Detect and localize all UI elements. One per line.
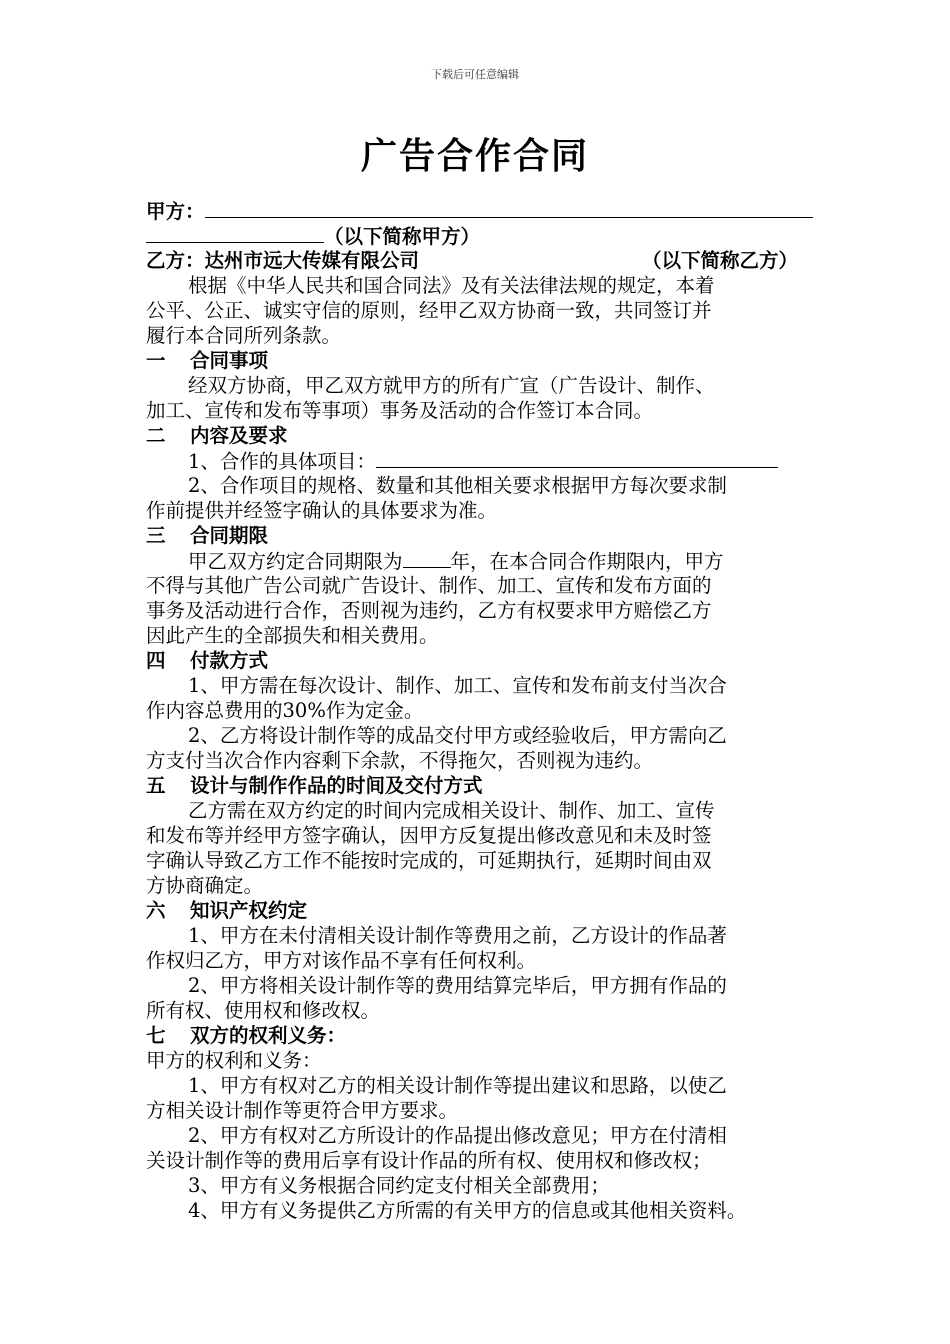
- section-heading: 二 内容及要求: [146, 424, 288, 447]
- party-a-blank-2: [146, 223, 324, 243]
- party-a-suffix: （以下简称甲方）: [324, 225, 481, 248]
- section-text: 加工、宣传和发布等事项）事务及活动的合作签订本合同。: [146, 399, 654, 422]
- section-text: 1、甲方需在每次设计、制作、加工、宣传和发布前支付当次合: [188, 674, 727, 697]
- section-heading: 六 知识产权约定: [146, 899, 308, 922]
- section-heading: 三 合同期限: [146, 524, 269, 547]
- party-b-label: 乙方：达州市远大传媒有限公司: [146, 249, 420, 272]
- preamble-line: 公平、公正、诚实守信的原则，经甲乙双方协商一致，共同签订并: [146, 299, 712, 322]
- section-text: 作权归乙方，甲方对该作品不享有任何权利。: [146, 949, 537, 972]
- term-years-blank: [403, 548, 451, 568]
- project-blank: [376, 448, 778, 468]
- section-text: 所有权、使用权和修改权。: [146, 999, 381, 1022]
- section-text: 作前提供并经签字确认的具体要求为准。: [146, 499, 498, 522]
- section-text: 1、甲方有权对乙方的相关设计制作等提出建议和思路，以使乙: [188, 1074, 727, 1097]
- section-text: 不得与其他广告公司就广告设计、制作、加工、宣传和发布方面的: [146, 574, 712, 597]
- section-text: 因此产生的全部损失和相关费用。: [146, 624, 439, 647]
- section-text: 关设计制作等的费用后享有设计作品的所有权、使用权和修改权；: [146, 1149, 712, 1172]
- page-title: 广告合作合同: [360, 136, 589, 177]
- section-text: 1、甲方在未付清相关设计制作等费用之前，乙方设计的作品著: [188, 924, 727, 947]
- section-heading: 四 付款方式: [146, 649, 269, 672]
- section-text: 经双方协商，甲乙双方就甲方的所有广宣（广告设计、制作、: [188, 374, 715, 397]
- section-text: 2、甲方有权对乙方所设计的作品提出修改意见；甲方在付清相: [188, 1124, 727, 1147]
- section-text: 字确认导致乙方工作不能按时完成的，可延期执行，延期时间由双: [146, 849, 712, 872]
- subsection-heading: 甲方的权利和义务：: [146, 1049, 322, 1072]
- section-heading: 七 双方的权利义务：: [146, 1024, 347, 1047]
- party-a-line: [146, 198, 818, 223]
- section-text: 作内容总费用的30%作为定金。: [146, 699, 424, 722]
- section-text: 方相关设计制作等更符合甲方要求。: [146, 1099, 459, 1122]
- preamble-line: 根据《中华人民共和国合同法》及有关法律法规的规定，本着: [188, 274, 715, 297]
- contract-body: [146, 198, 818, 1223]
- party-b-line: [146, 248, 818, 273]
- section-heading: 一 合同事项: [146, 349, 269, 372]
- section-text: 2、甲方将相关设计制作等的费用结算完毕后，甲方拥有作品的: [188, 974, 727, 997]
- section-text: 1、合作的具体项目：: [146, 448, 818, 473]
- section-text: 和发布等并经甲方签字确认，因甲方反复提出修改意见和未及时签: [146, 824, 712, 847]
- section-text: 乙方需在双方约定的时间内完成相关设计、制作、加工、宣传: [188, 799, 715, 822]
- party-b-suffix: （以下简称乙方）: [641, 249, 798, 272]
- section-text: 甲乙双方约定合同期限为 年，在本合同合作期限内，甲方: [188, 550, 724, 573]
- section-text: 方协商确定。: [146, 874, 264, 897]
- section-text: 4、甲方有义务提供乙方所需的有关甲方的信息或其他相关资料。: [188, 1199, 747, 1222]
- section-text: 方支付当次合作内容剩下余款，不得拖欠，否则视为违约。: [146, 749, 654, 772]
- party-a-blank: [205, 198, 813, 218]
- party-a-label: 甲方：: [146, 200, 205, 223]
- section-text: 3、甲方有义务根据合同约定支付相关全部费用；: [188, 1174, 610, 1197]
- header-note: 下载后可任意编辑: [431, 68, 519, 81]
- section-text: 2、乙方将设计制作等的成品交付甲方或经验收后，甲方需向乙: [188, 724, 727, 747]
- party-a-suffix-line: [146, 223, 818, 248]
- preamble-line: 履行本合同所列条款。: [146, 324, 342, 347]
- section-text: 2、合作项目的规格、数量和其他相关要求根据甲方每次要求制: [188, 474, 727, 497]
- section-text: 事务及活动进行合作，否则视为违约，乙方有权要求甲方赔偿乙方: [146, 599, 712, 622]
- section-heading: 五 设计与制作作品的时间及交付方式: [146, 774, 483, 797]
